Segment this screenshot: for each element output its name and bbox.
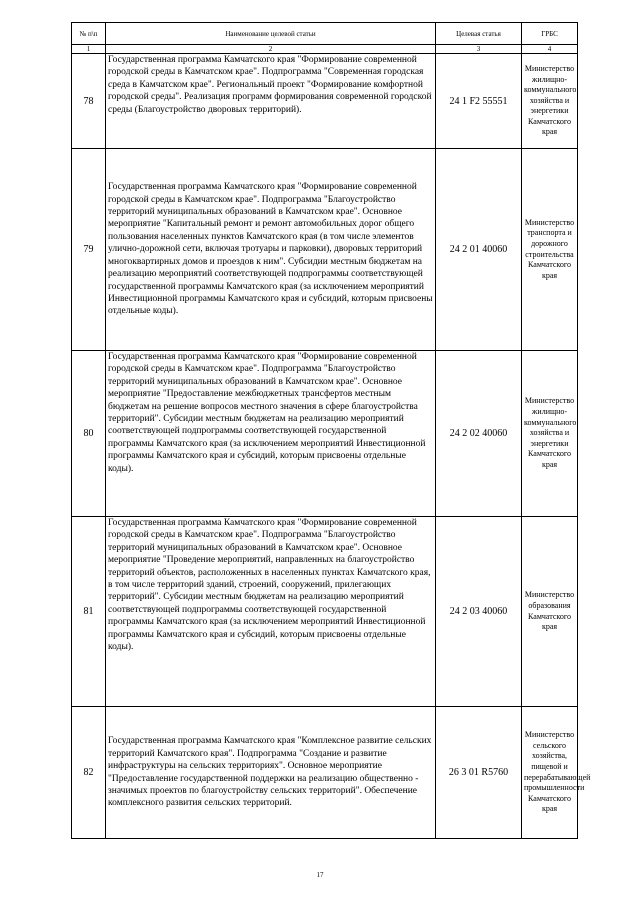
row-number: 79 [72, 149, 106, 351]
row-name: Государственная программа Камчатского края "Формирование современной городской среды в Камчатском крае". Подпрограмма "Современная городская среда в Камчатском крае". Региональный проект "Формирование комфортной городской среды". Реализация программ формирования современной городской среды (Благоустройство дворовых территорий). [106, 54, 436, 149]
column-numbers-row [72, 45, 578, 54]
row-code: 24 2 03 40060 [436, 517, 522, 707]
row-code: 26 3 01 R5760 [436, 707, 522, 839]
header-name: Наименование целевой статьи [106, 23, 436, 45]
row-number: 80 [72, 351, 106, 517]
table-row [72, 351, 578, 517]
header-number: № п\п [72, 23, 106, 45]
column-number: 4 [522, 45, 578, 54]
table-row [72, 149, 578, 351]
row-code: 24 2 01 40060 [436, 149, 522, 351]
row-grbs: Министерство жилищно-коммунального хозяйства и энергетики Камчатского края [522, 351, 578, 517]
row-name: Государственная программа Камчатского края "Формирование современной городской среды в Камчатском крае". Подпрограмма "Благоустройство территорий муниципальных образований в Камчатском крае". Основное мероприятие "Капитальный ремонт и ремонт автомобильных дорог общего пользования населенных пунктов Камчатского края (в том числе элементов улично-дорожной сети, включая тротуары и парковки), дворовых территорий многоквартирных домов и проездов к ним". Субсидии местным бюджетам на реализацию мероприятий соответствующей подпрограммы соответствующей государственной программы Камчатского края (за исключением мероприятий Инвестиционной программы Камчатского края и субсидий, которым присвоены отдельные коды). [106, 149, 436, 351]
row-number: 81 [72, 517, 106, 707]
row-grbs: Министерство сельского хозяйства, пищевой и перерабатывающей промышленности Камчатского края [522, 707, 578, 839]
row-number: 82 [72, 707, 106, 839]
row-code: 24 1 F2 55551 [436, 54, 522, 149]
table-row [72, 54, 578, 149]
page-number: 17 [316, 871, 324, 879]
row-grbs: Министерство транспорта и дорожного строительства Камчатского края [522, 149, 578, 351]
column-number: 1 [72, 45, 106, 54]
row-name: Государственная программа Камчатского края "Формирование современной городской среды в Камчатском крае". Подпрограмма "Благоустройство территорий муниципальных образований в Камчатском крае". Основное мероприятие "Предоставление межбюджетных трансфертов местным бюджетам на решение вопросов местного значения в сфере благоустройства территорий". Субсидии местным бюджетам на реализацию мероприятий соответствующей подпрограммы соответствующей государственной программы Камчатского края (за исключением мероприятий Инвестиционной программы Камчатского края и субсидий, которым присвоены отдельные коды). [106, 351, 436, 517]
table-row [72, 517, 578, 707]
row-name: Государственная программа Камчатского края "Комплексное развитие сельских территорий Камчатского края". Подпрограмма "Создание и развитие инфраструктуры на сельских территориях". Основное мероприятие "Предоставление государственной поддержки на реализацию общественно - значимых проектов по благоустройству сельских территорий". Обеспечение комплексного развития сельских территорий. [106, 707, 436, 839]
header-grbs: ГРБС [522, 23, 578, 45]
row-grbs: Министерство жилищно-коммунального хозяйства и энергетики Камчатского края [522, 54, 578, 149]
column-number: 2 [106, 45, 436, 54]
row-grbs: Министерство образования Камчатского края [522, 517, 578, 707]
row-name: Государственная программа Камчатского края "Формирование современной городской среды в Камчатском крае". Подпрограмма "Благоустройство территорий муниципальных образований в Камчатском крае". Основное мероприятие "Проведение мероприятий, направленных на благоустройство территорий объектов, расположенных в населенных пунктах Камчатского края, в том числе территорий зданий, строений, сооружений, прилегающих территорий". Субсидии местным бюджетам на реализацию мероприятий соответствующей подпрограммы соответствующей государственной программы Камчатского края (за исключением мероприятий Инвестиционной программы Камчатского края и субсидий, которым присвоены отдельные коды). [106, 517, 436, 707]
row-code: 24 2 02 40060 [436, 351, 522, 517]
target-articles-table [71, 22, 591, 839]
table-header-row [72, 23, 578, 45]
header-code: Целевая статья [436, 23, 522, 45]
row-number: 78 [72, 54, 106, 149]
table-row [72, 707, 578, 839]
column-number: 3 [436, 45, 522, 54]
